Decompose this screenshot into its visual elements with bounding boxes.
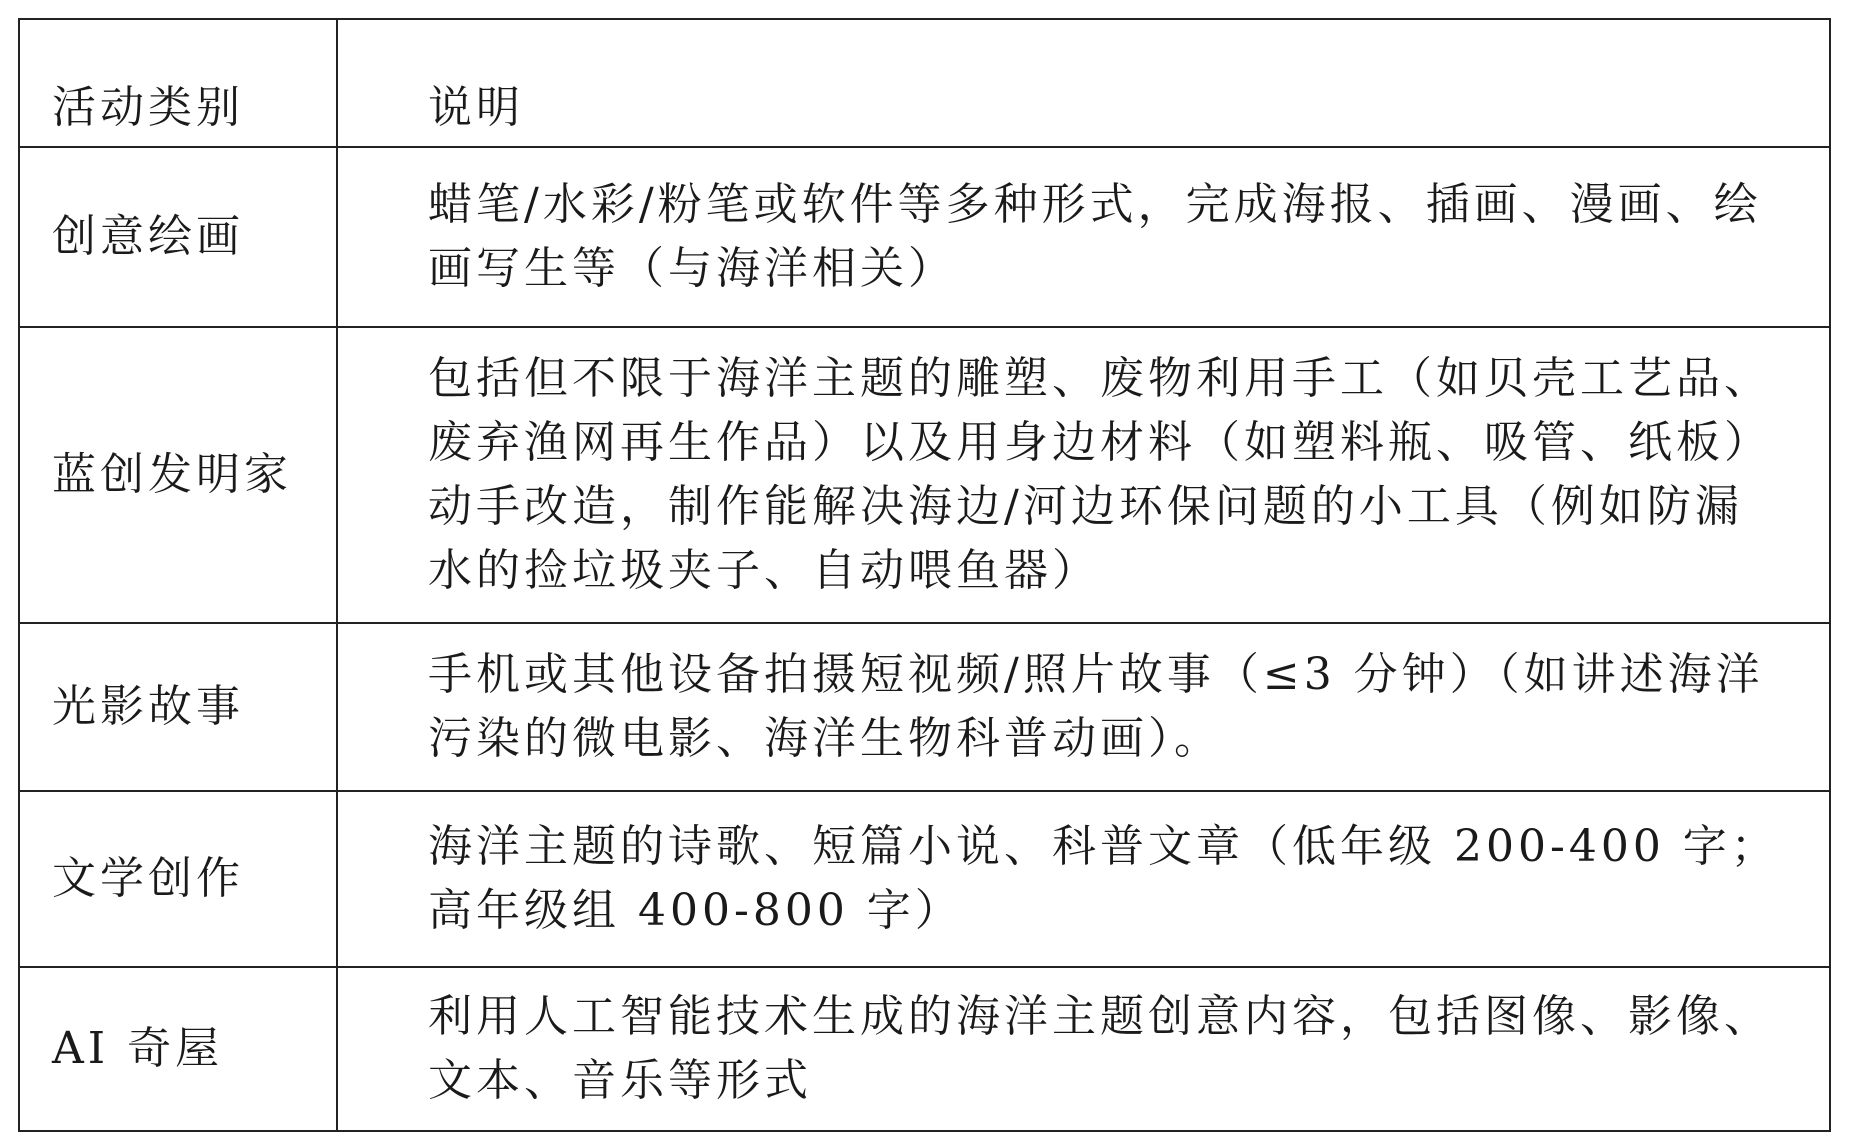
description-cell bbox=[337, 147, 1830, 327]
header-description-label: 说明 bbox=[428, 82, 524, 133]
table-header-row bbox=[19, 19, 1830, 147]
header-category-cell bbox=[19, 19, 337, 147]
table-row bbox=[19, 967, 1830, 1131]
category-text: 文学创作 bbox=[52, 853, 244, 904]
description-text: 手机或其他设备拍摄短视频/照片故事（≤3 分钟）（如讲述海洋污染的微电影、海洋生物科普动画）。 bbox=[428, 649, 1764, 764]
description-text: 海洋主题的诗歌、短篇小说、科普文章（低年级 200-400 字；高年级组 400-800 字） bbox=[428, 821, 1779, 936]
header-description-cell bbox=[337, 19, 1830, 147]
category-cell bbox=[19, 967, 337, 1131]
table-row bbox=[19, 147, 1830, 327]
document-page bbox=[18, 18, 1831, 1125]
category-text: 光影故事 bbox=[52, 681, 244, 732]
description-text: 蜡笔/水彩/粉笔或软件等多种形式，完成海报、插画、漫画、绘画写生等（与海洋相关） bbox=[428, 179, 1762, 294]
table-row bbox=[19, 623, 1830, 791]
description-text: 包括但不限于海洋主题的雕塑、废物利用手工（如贝壳工艺品、废弃渔网再生作品）以及用身边材料（如塑料瓶、吸管、纸板）动手改造，制作能解决海边/河边环保问题的小工具（例如防漏水的捡垃圾夹子、自动喂鱼器） bbox=[428, 353, 1772, 596]
description-text: 利用人工智能技术生成的海洋主题创意内容，包括图像、影像、文本、音乐等形式 bbox=[428, 991, 1772, 1106]
table-row bbox=[19, 327, 1830, 623]
description-cell bbox=[337, 967, 1830, 1131]
table-row bbox=[19, 791, 1830, 967]
header-category-label: 活动类别 bbox=[52, 82, 244, 133]
category-cell bbox=[19, 623, 337, 791]
activity-table bbox=[18, 18, 1831, 1132]
category-cell bbox=[19, 147, 337, 327]
category-text: 创意绘画 bbox=[52, 211, 244, 262]
description-cell bbox=[337, 327, 1830, 623]
category-cell bbox=[19, 791, 337, 967]
category-text: AI 奇屋 bbox=[52, 1023, 224, 1074]
category-cell bbox=[19, 327, 337, 623]
description-cell bbox=[337, 623, 1830, 791]
category-text: 蓝创发明家 bbox=[52, 449, 292, 500]
description-cell bbox=[337, 791, 1830, 967]
